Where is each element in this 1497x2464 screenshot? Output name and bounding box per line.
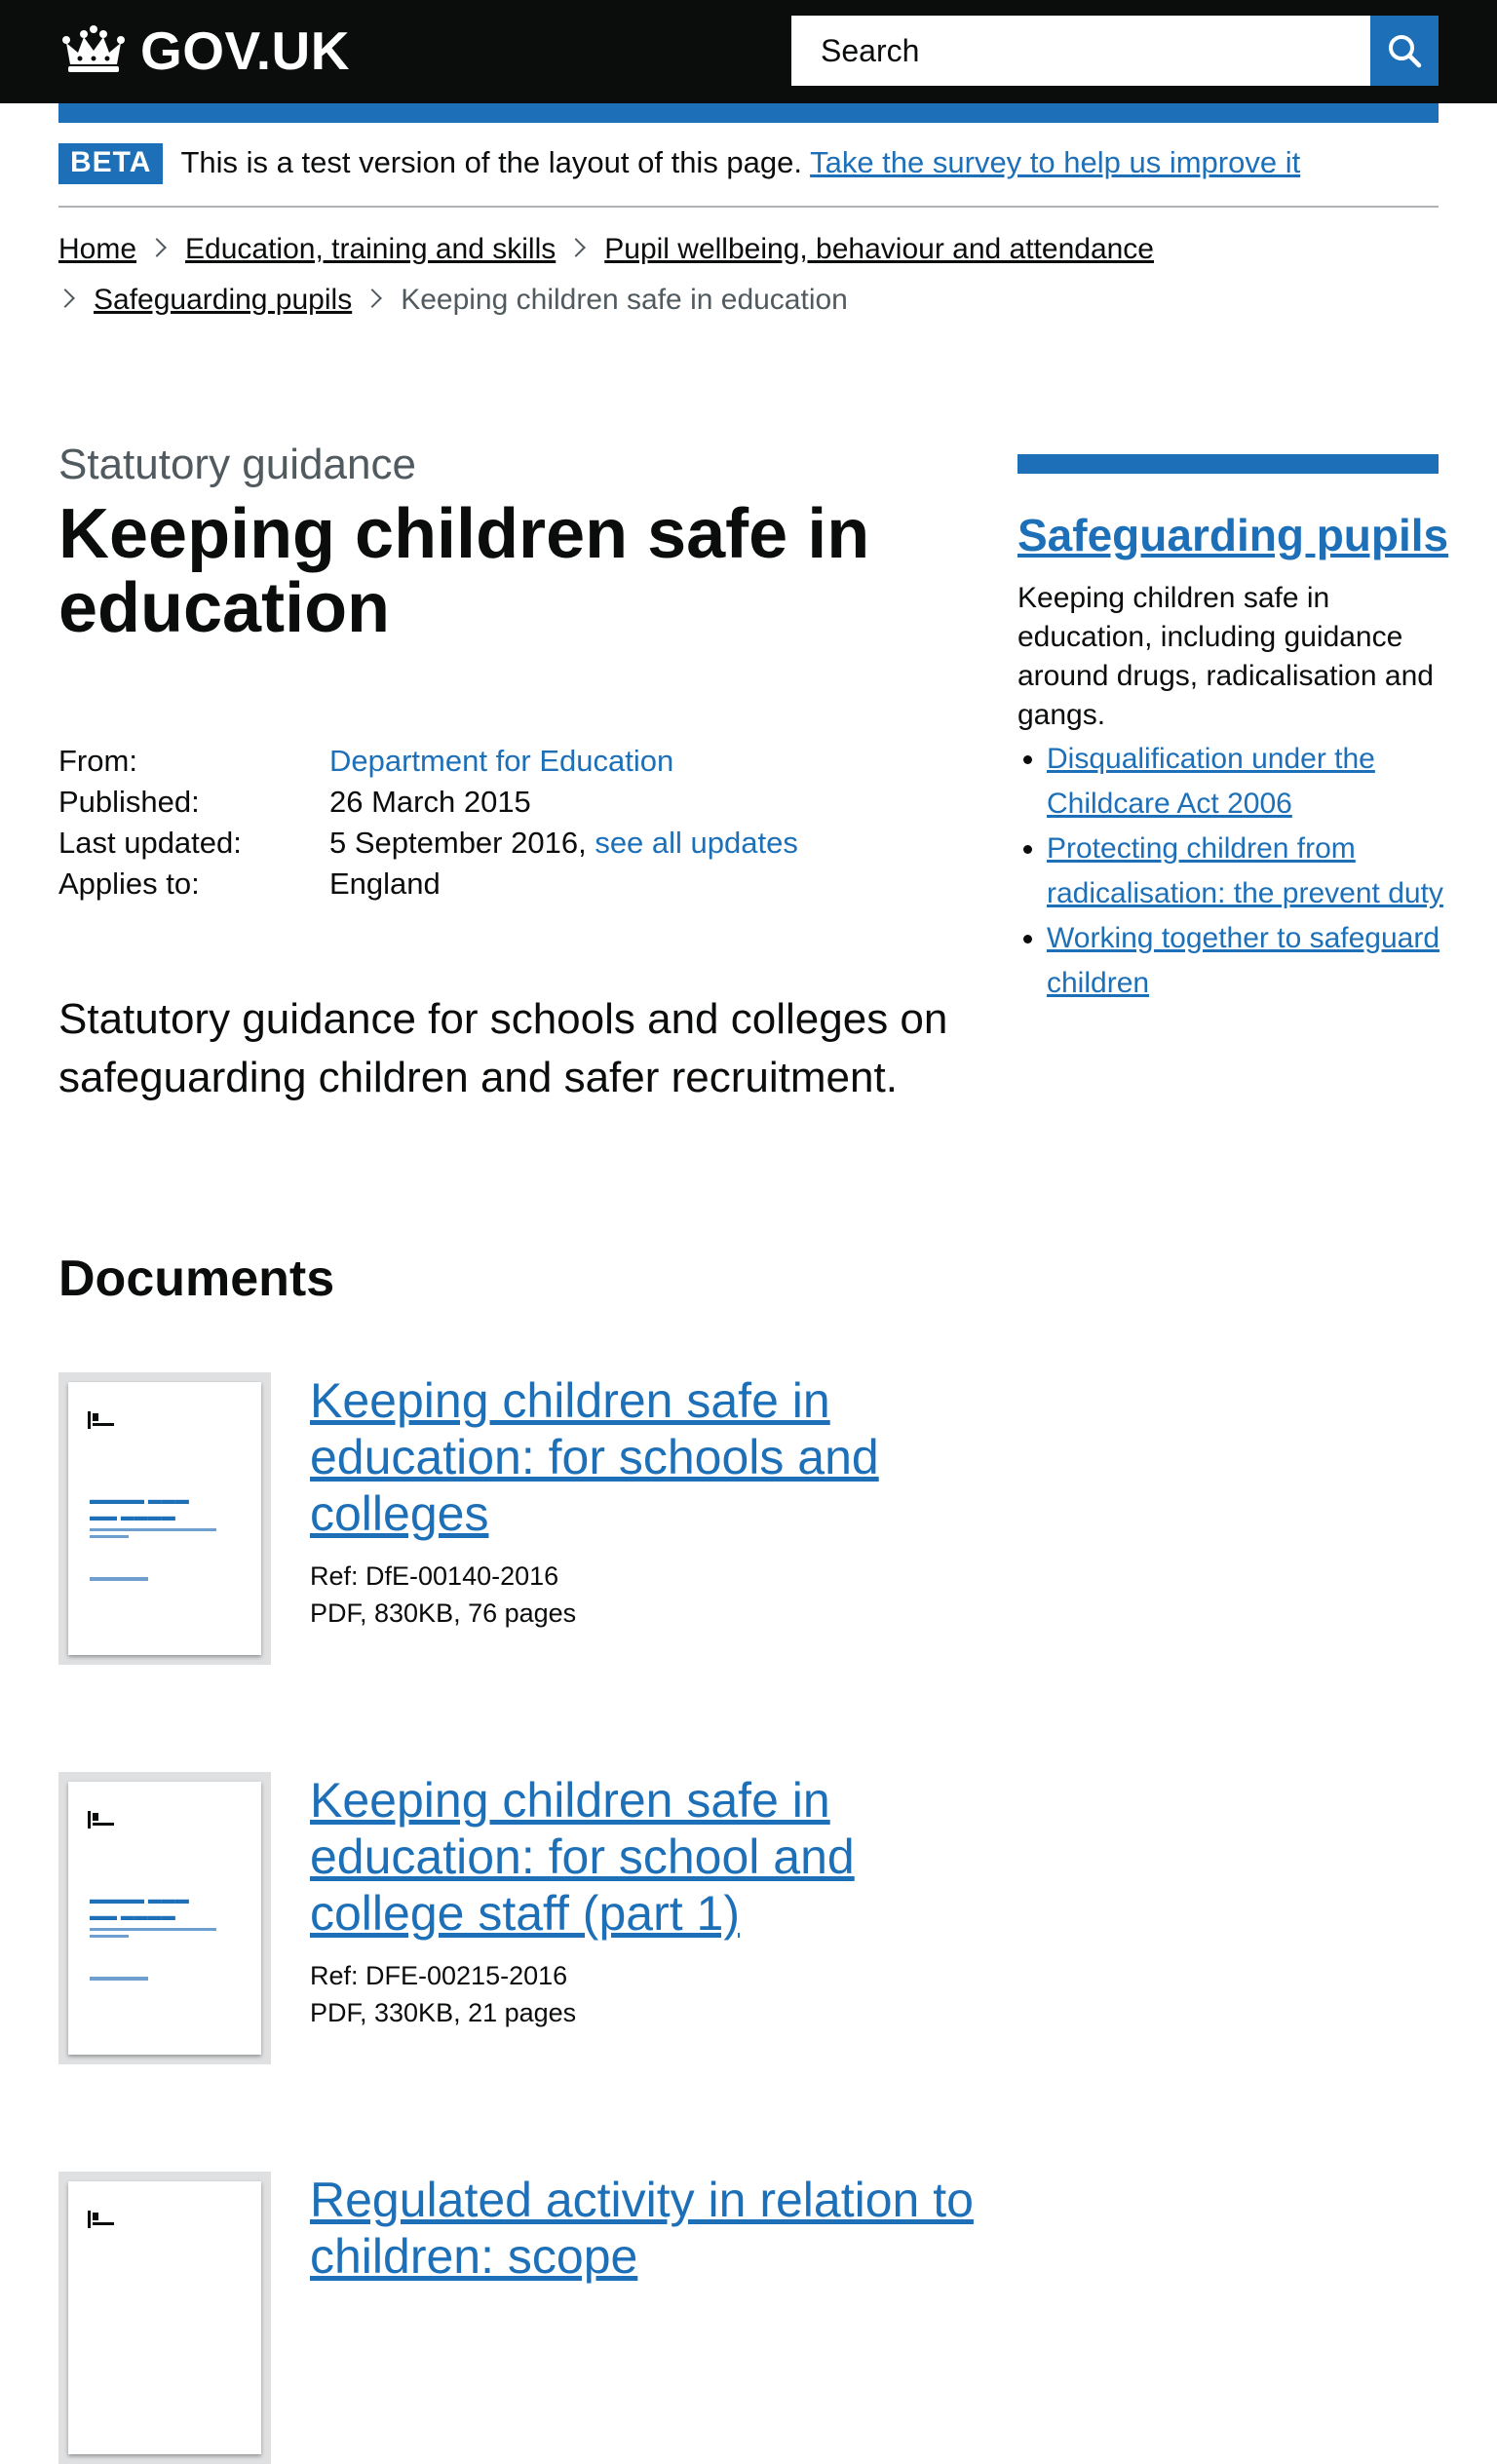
list-item [1047,916,1446,1006]
thumbnail-date-mark [90,1577,148,1581]
document-details: PDF, 830KB, 76 pages [310,1598,577,1628]
document-thumbnail[interactable] [58,1372,271,1665]
page-summary: Statutory guidance for schools and colleges on safeguarding children and safer recruitment. [58,995,948,1101]
beta-text: This is a test version of the layout of this page. [180,145,803,179]
thumbnail-date-mark [90,1977,148,1981]
document-thumbnail[interactable] [58,2172,271,2464]
govuk-logo-link[interactable] [58,21,350,80]
meta-label: Published: [58,785,200,819]
document-page-preview [68,1782,261,2055]
thumbnail-title-mark: ▬▬▬▬ ▬▬▬ ▬▬ ▬▬▬▬ [90,1891,189,1923]
breadcrumb-current: Keeping children safe in education [401,284,848,316]
sidebar-title-link[interactable]: Safeguarding pupils [1017,510,1449,560]
document-meta [310,1957,992,2031]
thumbnail-subtitle-mark [90,1926,236,1940]
document-thumbnail[interactable] [58,1772,271,2064]
meta-label: From: [58,744,137,778]
organisation-link[interactable]: Department for Education [329,744,674,778]
published-date: 26 March 2015 [329,785,531,819]
document-title-link[interactable]: Keeping children safe in education: for schools and colleges [310,1373,879,1541]
breadcrumb-pupil-wellbeing[interactable]: Pupil wellbeing, behaviour and attendance [604,233,1154,265]
sidebar-blue-bar [1017,454,1439,474]
sidebar-link-prevent-duty[interactable]: Protecting children from radicalisation: the prevent duty [1047,832,1443,909]
meta-published [58,782,936,823]
chevron-right-icon [147,238,167,257]
search-button[interactable] [1370,16,1439,86]
meta-label: Last updated: [58,826,242,860]
breadcrumb-home[interactable]: Home [58,233,137,265]
thumbnail-title-mark: ▬▬▬▬ ▬▬▬ ▬▬ ▬▬▬▬ [90,1491,189,1523]
chevron-right-icon [56,289,75,308]
beta-message [180,145,1300,180]
thumbnail-subtitle-mark [90,1526,236,1540]
beta-banner [58,141,1439,208]
crown-icon [58,23,129,78]
page-title: Keeping children safe in education [58,495,870,647]
sidebar-related-links [1047,737,1446,1006]
applies-value: England [329,866,441,901]
see-all-updates-link[interactable]: see all updates [595,826,798,860]
search-input[interactable] [791,16,1370,86]
document-details: PDF, 330KB, 21 pages [310,1998,577,2027]
metadata [58,741,936,905]
document-meta [310,1558,992,1632]
chevron-right-icon [566,238,586,257]
sidebar-description: Keeping children safe in education, including guidance around drugs, radicalisation and gangs. [1017,582,1434,731]
header-blue-bar [58,103,1439,123]
meta-label: Applies to: [58,866,200,901]
document-title-link[interactable]: Regulated activity in relation to children: scope [310,2173,974,2284]
sidebar-link-disqualification[interactable]: Disqualification under the Childcare Act 2006 [1047,743,1375,820]
document-page-preview [68,2181,261,2454]
search-icon [1385,31,1424,70]
site-header [0,0,1497,103]
list-item [1047,827,1446,916]
logo-text: GOV.UK [140,20,350,81]
list-item [1047,737,1446,827]
documents-heading: Documents [58,1251,335,1307]
sidebar-link-working-together[interactable]: Working together to safeguard children [1047,922,1440,999]
breadcrumb-education[interactable]: Education, training and skills [185,233,557,265]
breadcrumb-safeguarding[interactable]: Safeguarding pupils [94,284,353,316]
chevron-right-icon [363,289,382,308]
page-caption: Statutory guidance [58,441,416,488]
crest-icon [88,1809,117,1830]
document-ref: Ref: DFE-00215-2016 [310,1961,568,1990]
document-title-link[interactable]: Keeping children safe in education: for school and college staff (part 1) [310,1773,855,1941]
meta-applies [58,864,936,905]
crest-icon [88,1409,117,1431]
document-ref: Ref: DfE-00140-2016 [310,1561,559,1591]
document-page-preview [68,1382,261,1655]
crest-icon [88,2209,117,2230]
updated-date: 5 September 2016, [329,826,587,860]
beta-tag: BETA [58,143,163,184]
breadcrumb [58,224,1439,326]
meta-updated [58,823,936,864]
meta-from [58,741,936,782]
beta-survey-link[interactable]: Take the survey to help us improve it [810,145,1301,179]
